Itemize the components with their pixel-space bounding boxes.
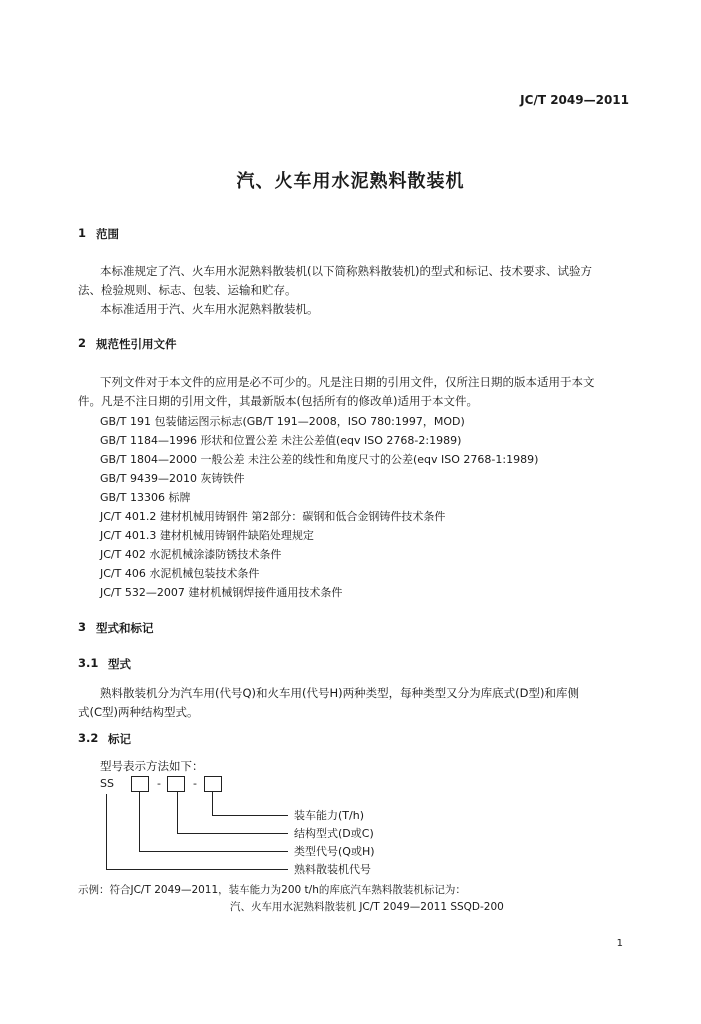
section-3-1-heading: 型式 [108,657,131,671]
leader-line [177,833,288,834]
leader-line [212,792,213,816]
section-2-intro-line1: 下列文件对于本文件的应用是必不可少的。凡是注日期的引用文件，仅所注日期的版本适用于本文 [100,375,595,389]
field-box-structure [167,776,185,792]
field-box-type [131,776,149,792]
label-machine-code: 熟料散装机代号 [294,863,371,876]
reference-item: JC/T 532—2007 建材机械钢焊接件通用技术条件 [100,586,343,599]
reference-item: GB/T 1184—1996 形状和位置公差 未注公差值(eqv ISO 2768-2:1989) [100,434,462,447]
section-2-number: 2 [78,336,87,350]
example-line2: 汽、火车用水泥熟料散装机 JC/T 2049—2011 SSQD-200 [230,901,504,913]
document-title: 汽、火车用水泥熟料散装机 [236,171,465,192]
label-type-code: 类型代号(Q或H) [294,845,375,858]
standard-number: JC/T 2049—2011 [520,93,629,107]
section-1-number: 1 [78,226,87,240]
section-3-number: 3 [78,620,87,634]
leader-line [139,792,140,852]
section-3-1-number: 3.1 [78,656,99,670]
section-3-2-heading: 标记 [108,732,131,746]
leader-line [106,869,288,870]
label-capacity: 装车能力(T/h) [294,809,364,822]
model-prefix: SS [100,777,114,790]
label-structure: 结构型式(D或C) [294,827,374,840]
leader-line [106,794,107,870]
example-line1: 示例：符合JC/T 2049—2011，装车能力为200 t/h的库底汽车熟料散装机标记为： [78,884,466,896]
leader-line [212,815,288,816]
section-2-intro-line2: 件。凡是不注日期的引用文件，其最新版本(包括所有的修改单)适用于本文件。 [78,394,478,408]
reference-item: JC/T 401.3 建材机械用铸钢件缺陷处理规定 [100,529,314,542]
section-3-1-line1: 熟料散装机分为汽车用(代号Q)和火车用(代号H)两种类型，每种类型又分为库底式(D型)和库侧 [100,686,579,700]
reference-item: JC/T 406 水泥机械包装技术条件 [100,567,260,580]
reference-item: GB/T 13306 标牌 [100,491,191,504]
model-dash: - [193,777,197,790]
reference-item: JC/T 402 水泥机械涂漆防锈技术条件 [100,548,282,561]
leader-line [177,792,178,834]
section-1-para2: 本标准适用于汽、火车用水泥熟料散装机。 [100,302,319,316]
section-3-heading: 型式和标记 [96,621,154,635]
section-1-para1-line2: 法、检验规则、标志、包装、运输和贮存。 [78,283,297,297]
section-1-para1-line1: 本标准规定了汽、火车用水泥熟料散装机(以下简称熟料散装机)的型式和标记、技术要求、试验方 [100,264,592,278]
section-3-1-line2: 式(C型)两种结构型式。 [78,705,199,719]
leader-line [139,851,288,852]
section-3-2-number: 3.2 [78,731,99,745]
reference-item: GB/T 9439—2010 灰铸铁件 [100,472,245,485]
section-2-heading: 规范性引用文件 [96,337,177,351]
reference-item: GB/T 191 包装储运图示标志(GB/T 191—2008，ISO 780:1997，MOD) [100,415,465,428]
model-dash: - [157,777,161,790]
reference-item: JC/T 401.2 建材机械用铸钢件 第2部分：碳钢和低合金钢铸件技术条件 [100,510,446,523]
section-3-2-intro: 型号表示方法如下： [100,759,204,773]
page-number: 1 [616,938,623,949]
field-box-capacity [204,776,222,792]
reference-item: GB/T 1804—2000 一般公差 未注公差的线性和角度尺寸的公差(eqv ISO 2768-1:1989) [100,453,539,466]
section-1-heading: 范围 [96,227,119,241]
